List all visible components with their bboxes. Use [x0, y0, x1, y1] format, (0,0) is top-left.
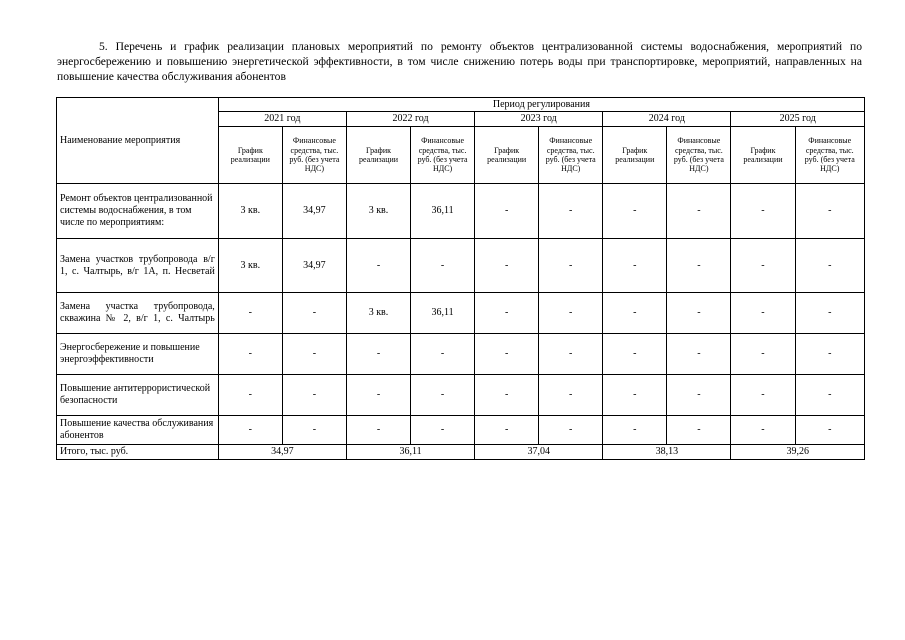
table-cell: - [603, 293, 667, 334]
table-cell: 3 кв. [346, 184, 410, 239]
schedule-subheader: График реализации [346, 127, 410, 184]
row-name: Повышение антитеррористической безопасности [57, 375, 219, 416]
table-cell: 34,97 [282, 239, 346, 293]
table-cell: 3 кв. [346, 293, 410, 334]
table-cell: - [475, 184, 539, 239]
table-cell: - [795, 184, 865, 239]
table-cell: - [539, 293, 603, 334]
finance-subheader: Финансовые средства, тыс. руб. (без учета НДС) [539, 127, 603, 184]
table-cell: - [731, 239, 795, 293]
plan-table [56, 97, 865, 460]
table-cell: - [667, 416, 731, 445]
table-cell: - [539, 416, 603, 445]
finance-subheader: Финансовые средства, тыс. руб. (без учета НДС) [795, 127, 865, 184]
table-cell: - [218, 334, 282, 375]
table-row [57, 293, 865, 334]
table-row [57, 416, 865, 445]
table-cell: - [346, 375, 410, 416]
table-cell: - [475, 375, 539, 416]
table-cell: - [282, 334, 346, 375]
table-cell: - [795, 375, 865, 416]
row-name: Ремонт объектов централизованной системы водоснабжения, в том числе по мероприятиям: [57, 184, 219, 239]
table-cell: 3 кв. [218, 239, 282, 293]
table-cell: - [346, 239, 410, 293]
table-cell: - [539, 239, 603, 293]
total-row [57, 445, 865, 460]
table-row [57, 184, 865, 239]
document-heading: 5. Перечень и график реализации плановых мероприятий по ремонту объектов централизованной системы водоснабжения, мероприятий по энергосбережению и повышению энергетической эффективности, в том числе снижению потерь воды при транспортировке, мероприятий, направленных на повышение качества обслуживания абонентов [57, 40, 862, 83]
row-name: Замена участка трубопровода, скважина № 2, в/г 1, с. Чалтырь [57, 293, 219, 334]
table-cell: - [475, 293, 539, 334]
table-cell: - [667, 334, 731, 375]
table-cell: - [539, 184, 603, 239]
table-cell: - [475, 416, 539, 445]
table-cell: - [667, 239, 731, 293]
table-cell: - [731, 334, 795, 375]
table-cell: - [731, 293, 795, 334]
table-cell: - [795, 239, 865, 293]
schedule-subheader: График реализации [603, 127, 667, 184]
table-cell: - [218, 416, 282, 445]
table-row [57, 334, 865, 375]
finance-subheader: Финансовые средства, тыс. руб. (без учета НДС) [411, 127, 475, 184]
table-cell: 36,11 [411, 184, 475, 239]
table-cell: - [667, 184, 731, 239]
table-cell: - [603, 375, 667, 416]
table-cell: - [282, 375, 346, 416]
table-cell: - [475, 239, 539, 293]
table-cell: - [539, 375, 603, 416]
table-cell: - [346, 416, 410, 445]
table-cell: - [667, 293, 731, 334]
table-cell: - [282, 293, 346, 334]
table-cell: - [411, 416, 475, 445]
table-cell: - [346, 334, 410, 375]
table-cell: - [667, 375, 731, 416]
finance-subheader: Финансовые средства, тыс. руб. (без учета НДС) [667, 127, 731, 184]
total-value: 39,26 [731, 445, 865, 460]
schedule-subheader: График реализации [731, 127, 795, 184]
table-cell: - [795, 334, 865, 375]
table-cell: 3 кв. [218, 184, 282, 239]
name-column-header: Наименование мероприятия [57, 98, 219, 184]
schedule-subheader: График реализации [218, 127, 282, 184]
table-cell: - [603, 184, 667, 239]
row-name: Повышение качества обслуживания абонентов [57, 416, 219, 445]
year-header: 2024 год [603, 112, 731, 127]
table-cell: - [603, 416, 667, 445]
table-cell: - [475, 334, 539, 375]
total-value: 36,11 [346, 445, 474, 460]
table-row [57, 239, 865, 293]
table-cell: 36,11 [411, 293, 475, 334]
table-cell: - [603, 239, 667, 293]
table-cell: - [282, 416, 346, 445]
row-name: Энергосбережение и повышение энергоэффективности [57, 334, 219, 375]
table-row [57, 375, 865, 416]
table-cell: - [539, 334, 603, 375]
table-cell: - [731, 184, 795, 239]
table-cell: - [731, 416, 795, 445]
table-cell: - [411, 375, 475, 416]
total-value: 37,04 [475, 445, 603, 460]
table-cell: 34,97 [282, 184, 346, 239]
total-value: 34,97 [218, 445, 346, 460]
table-cell: - [411, 239, 475, 293]
table-cell: - [218, 375, 282, 416]
table-cell: - [731, 375, 795, 416]
schedule-subheader: График реализации [475, 127, 539, 184]
total-label: Итого, тыс. руб. [57, 445, 219, 460]
year-header: 2023 год [475, 112, 603, 127]
row-name: Замена участков трубопровода в/г 1, с. Чалтырь, в/г 1А, п. Несветай [57, 239, 219, 293]
finance-subheader: Финансовые средства, тыс. руб. (без учета НДС) [282, 127, 346, 184]
year-header: 2025 год [731, 112, 865, 127]
table-cell: - [218, 293, 282, 334]
year-header: 2022 год [346, 112, 474, 127]
period-header: Период регулирования [218, 98, 864, 112]
header-row-period [57, 98, 865, 112]
table-cell: - [603, 334, 667, 375]
table-cell: - [795, 293, 865, 334]
year-header: 2021 год [218, 112, 346, 127]
table-cell: - [795, 416, 865, 445]
total-value: 38,13 [603, 445, 731, 460]
table-cell: - [411, 334, 475, 375]
